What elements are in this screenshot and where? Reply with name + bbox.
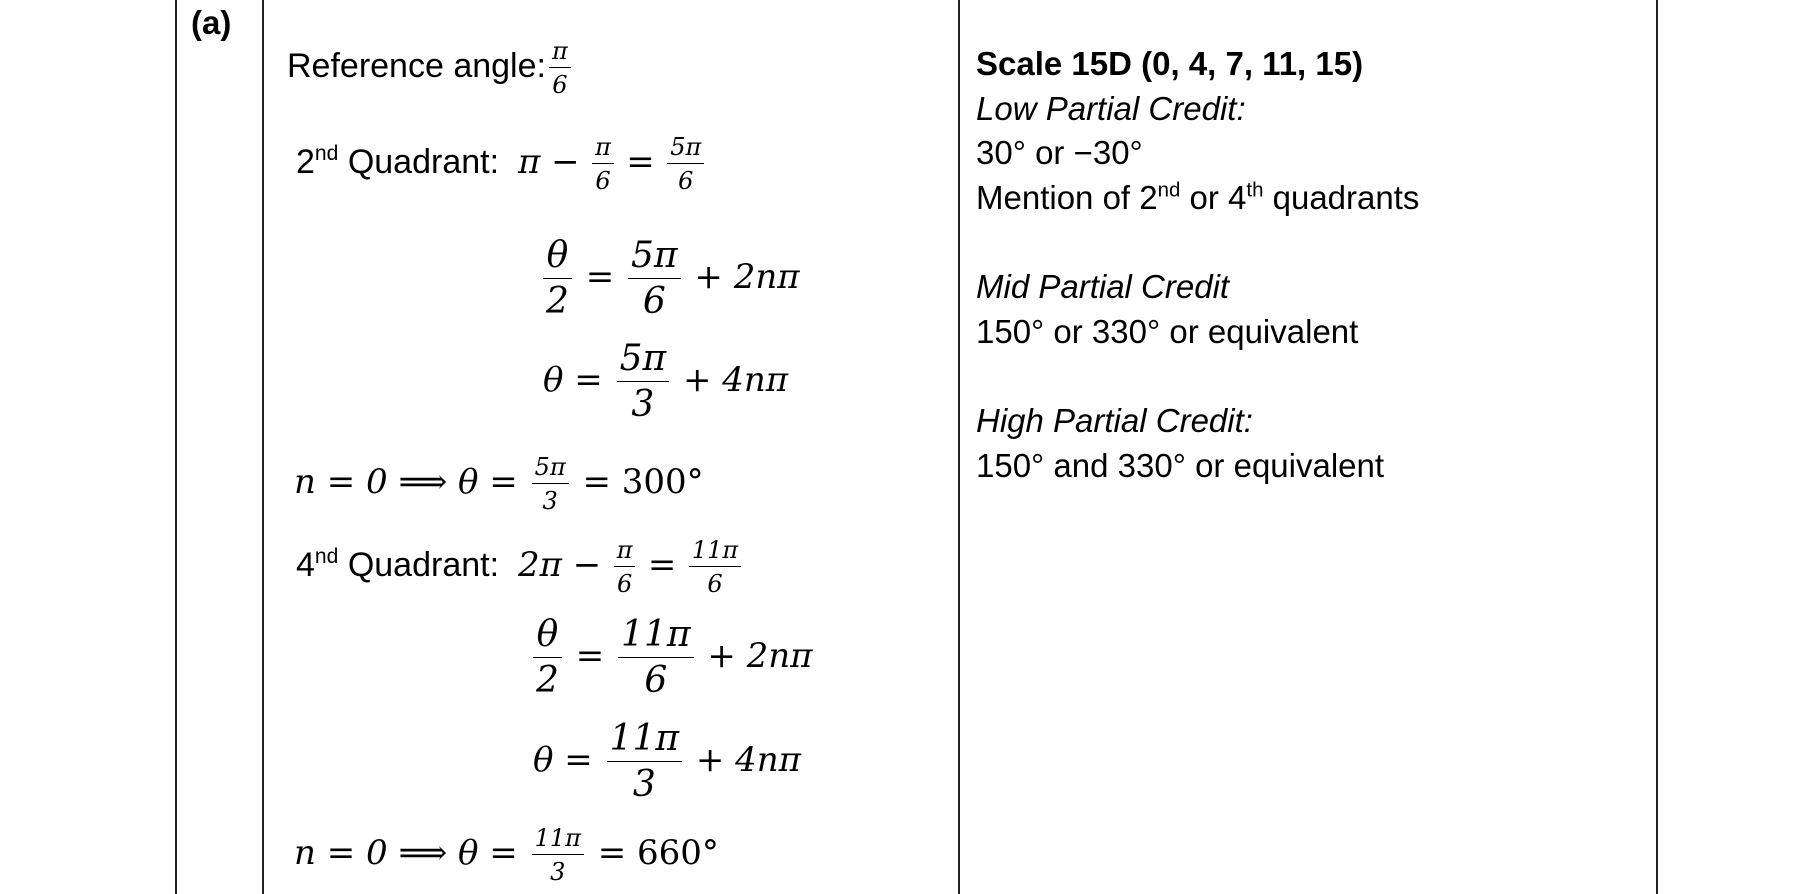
fraction-denominator: 3 (532, 854, 584, 884)
fraction-numerator: π (551, 37, 568, 65)
table-divider-label (262, 0, 264, 894)
general-fraction (618, 614, 693, 701)
quadrant-2-expr-lhs: π − (517, 141, 580, 182)
reference-angle-line (287, 39, 574, 97)
high-credit-line-1: 150° and 330° or equivalent (976, 446, 1385, 484)
quadrant-2-label: Quadrant: (347, 142, 500, 181)
reference-angle-label: Reference angle: (287, 46, 546, 85)
general-rhs: + 2nπ (694, 257, 800, 297)
result-fraction (532, 826, 584, 884)
quadrant-2-ordinal: 2 (296, 142, 315, 181)
theta-fraction (617, 338, 670, 425)
fraction-numerator: 5π (631, 235, 678, 276)
ordinal-suffix: th (1246, 177, 1264, 201)
marking-scheme (976, 42, 1419, 488)
quadrant-4-ordinal-suffix: nd (314, 544, 339, 568)
fraction-numerator: 5π (534, 453, 566, 481)
fraction-denominator: 3 (607, 761, 682, 803)
ordinal-suffix: nd (1157, 177, 1181, 201)
fraction-denominator: 6 (592, 163, 614, 193)
quadrant-2-frac-1 (592, 135, 614, 193)
fraction-numerator: π (616, 536, 633, 564)
high-credit-heading: High Partial Credit: (976, 402, 1253, 440)
fraction-denominator: 2 (533, 657, 562, 699)
fraction-numerator: 11π (534, 824, 581, 852)
theta-rhs: + 4nπ (682, 360, 789, 400)
quadrant-2-result (294, 455, 704, 513)
fraction-numerator: 11π (609, 718, 680, 759)
low-credit-heading: Low Partial Credit: (976, 89, 1246, 127)
fraction-denominator: 6 (614, 566, 636, 596)
general-fraction (628, 235, 681, 322)
mid-credit-heading: Mid Partial Credit (976, 268, 1230, 306)
result-rhs: = 660° (597, 833, 719, 873)
reference-angle-fraction (549, 39, 571, 97)
result-fraction (532, 455, 569, 513)
general-rhs: + 2nπ (707, 636, 813, 676)
quadrant-2-frac-2 (667, 135, 704, 193)
low-credit-line-2 (976, 176, 1419, 221)
table-border-left (175, 0, 177, 894)
fraction-numerator: 11π (621, 614, 691, 655)
fraction-numerator: 11π (691, 536, 739, 564)
result-rhs: = 300° (582, 462, 704, 502)
quadrant-2-line (296, 135, 707, 193)
result-lhs: n = 0 ⟹ θ = (294, 462, 518, 502)
equals-sign: = (647, 544, 677, 585)
fraction-denominator: 6 (689, 566, 741, 596)
theta-rhs: + 4nπ (695, 740, 802, 780)
theta-fraction (607, 718, 682, 805)
theta-half-fraction (543, 235, 572, 322)
theta-lhs: θ = (543, 360, 603, 400)
theta-lhs: θ = (533, 740, 593, 780)
quadrant-4-expr-lhs: 2π − (517, 544, 602, 585)
result-lhs: n = 0 ⟹ θ = (294, 833, 518, 873)
mid-credit-line-1: 150° or 330° or equivalent (976, 312, 1359, 350)
fraction-denominator: 2 (543, 278, 572, 320)
fraction-numerator: θ (546, 235, 569, 276)
spacer (976, 354, 1419, 399)
fraction-denominator: 3 (617, 381, 670, 423)
low-credit-line-2-post: quadrants (1263, 178, 1420, 216)
quadrant-4-frac-2 (689, 538, 741, 596)
theta-half-fraction (533, 614, 562, 701)
quadrant-2-theta-equation (543, 338, 789, 425)
fraction-numerator: 5π (619, 338, 667, 379)
table-divider-solution (958, 0, 960, 894)
quadrant-4-ordinal: 4 (296, 545, 315, 584)
scale-title: Scale 15D (0, 4, 7, 11, 15) (976, 45, 1364, 82)
fraction-numerator: π (595, 133, 611, 161)
part-label: (a) (191, 4, 232, 41)
fraction-denominator: 3 (532, 483, 569, 513)
low-credit-line-2-mid: or 4 (1180, 178, 1247, 216)
quadrant-4-line (296, 538, 744, 596)
spacer (976, 220, 1419, 265)
quadrant-4-result (294, 826, 719, 884)
quadrant-4-theta-equation (533, 718, 802, 805)
fraction-numerator: θ (536, 614, 559, 655)
equals-sign: = (626, 141, 655, 182)
table-border-right (1656, 0, 1658, 894)
quadrant-4-label: Quadrant: (347, 545, 500, 584)
quadrant-2-general-equation (540, 235, 800, 322)
quadrant-2-ordinal-suffix: nd (314, 141, 339, 165)
fraction-numerator: 5π (670, 133, 702, 161)
low-credit-line-1: 30° or −30° (976, 134, 1143, 172)
fraction-denominator: 6 (628, 278, 681, 320)
low-credit-line-2-pre: Mention of 2 (976, 178, 1158, 216)
fraction-denominator: 6 (667, 163, 704, 193)
equals-sign: = (585, 257, 615, 297)
fraction-denominator: 6 (618, 657, 693, 699)
quadrant-4-general-equation (530, 614, 813, 701)
equals-sign: = (575, 636, 605, 676)
quadrant-4-frac-1 (614, 538, 636, 596)
fraction-denominator: 6 (549, 67, 571, 97)
